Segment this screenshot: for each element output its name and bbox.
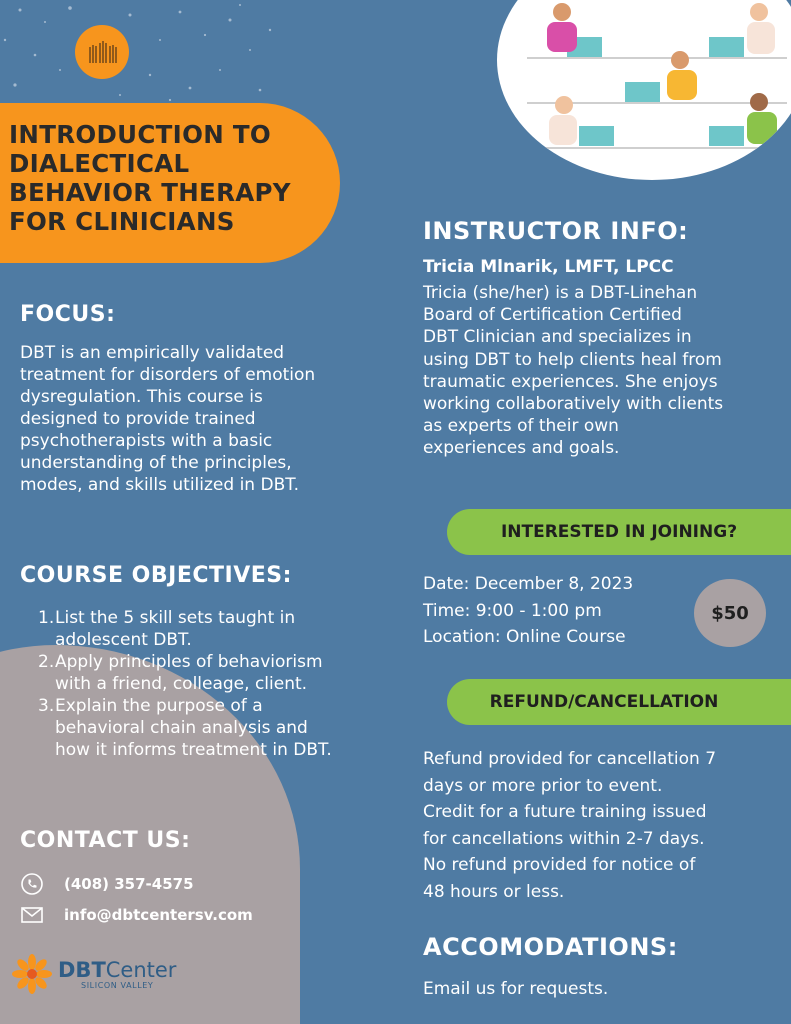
bio-line: experiences and goals. [423, 438, 620, 459]
bio-line: working collaboratively with clients [423, 394, 724, 415]
logo-name [58, 959, 176, 981]
interested-in-joining-banner: INTERESTED IN JOINING? [447, 509, 791, 555]
objective-line: how it informs treatment in DBT. [55, 740, 332, 760]
raised-hands-icon [75, 25, 129, 79]
objective-line: Explain the purpose of a [55, 696, 263, 716]
phone-icon [20, 872, 44, 896]
refund-line: No refund provided for notice of [423, 855, 696, 875]
logo-name-dbt: DBT [58, 957, 106, 982]
refund-line: 48 hours or less. [423, 881, 565, 902]
refund-cancellation-banner: REFUND/CANCELLATION [447, 679, 791, 725]
focus-line: designed to provide trained [20, 409, 256, 429]
objective-line: Apply principles of behaviorism [55, 652, 323, 672]
logo-text [58, 959, 176, 990]
instructor-heading: INSTRUCTOR INFO: [423, 217, 689, 245]
objective-line: behavioral chain analysis and [55, 718, 308, 738]
focus-line: modes, and skills utilized in DBT. [20, 475, 300, 495]
instructor-bio [423, 282, 783, 460]
bio-line: traumatic experiences. She enjoys [423, 371, 718, 392]
dbt-center-logo [12, 954, 176, 994]
event-time: Time: 9:00 - 1:00 pm [423, 600, 602, 621]
bio-line: using DBT to help clients heal from [423, 349, 722, 370]
price-badge: $50 [694, 579, 766, 647]
flower-logo-icon [12, 954, 52, 994]
objective-line: List the 5 skill sets taught in [55, 608, 296, 628]
logo-tagline: SILICON VALLEY [81, 980, 154, 990]
speckle-texture [0, 0, 280, 110]
refund-line: Refund provided for cancellation 7 [423, 749, 717, 769]
refund-text [423, 746, 788, 905]
focus-line: treatment for disorders of emotion [20, 365, 316, 385]
objective-item [20, 695, 380, 761]
objectives-heading: COURSE OBJECTIVES: [20, 563, 292, 588]
focus-line: understanding of the principles, [20, 453, 292, 473]
event-details [423, 571, 633, 651]
focus-line: psychotherapists with a basic [20, 431, 273, 451]
people-at-laptops-illustration [497, 0, 791, 180]
focus-line: DBT is an empirically validated [20, 343, 285, 363]
accommodations-heading: ACCOMODATIONS: [423, 933, 678, 961]
online-class-illustration [497, 0, 791, 180]
objective-number: 1. [38, 608, 55, 628]
mail-icon [20, 903, 44, 927]
refund-line: for cancellations within 2-7 days. [423, 828, 705, 849]
page-title: INTRODUCTION TO DIALECTICAL BEHAVIOR THERAPY FOR CLINICIANS [9, 120, 291, 236]
logo-name-center: Center [105, 957, 177, 982]
objective-item [20, 651, 380, 695]
focus-line: dysregulation. This course is [20, 387, 263, 407]
contact-email[interactable]: info@dbtcentersv.com [64, 906, 253, 924]
objective-number: 3. [38, 696, 55, 716]
contact-phone-row[interactable] [20, 872, 194, 896]
objectives-list [20, 607, 380, 761]
contact-heading: CONTACT US: [20, 828, 191, 853]
bio-line: Tricia (she/her) is a DBT-Linehan [423, 283, 698, 303]
objective-line: adolescent DBT. [55, 630, 192, 650]
raised-hands-logo [75, 25, 129, 79]
refund-line: Credit for a future training issued [423, 802, 707, 822]
instructor-name: Tricia Mlnarik, LMFT, LPCC [423, 257, 674, 277]
objective-item [20, 607, 380, 651]
bio-line: Board of Certification Certified [423, 305, 682, 326]
objective-line: with a friend, colleage, client. [55, 674, 308, 694]
contact-email-row[interactable] [20, 903, 253, 927]
bio-line: as experts of their own [423, 416, 619, 437]
focus-heading: FOCUS: [20, 302, 116, 327]
objective-number: 2. [38, 652, 55, 672]
event-date: Date: December 8, 2023 [423, 574, 634, 594]
bio-line: DBT Clinician and specializes in [423, 327, 692, 348]
contact-phone[interactable]: (408) 357-4575 [64, 875, 194, 893]
event-location: Location: Online Course [423, 627, 626, 647]
accommodations-text: Email us for requests. [423, 979, 609, 999]
focus-text [20, 342, 390, 496]
refund-line: days or more prior to event. [423, 775, 663, 796]
